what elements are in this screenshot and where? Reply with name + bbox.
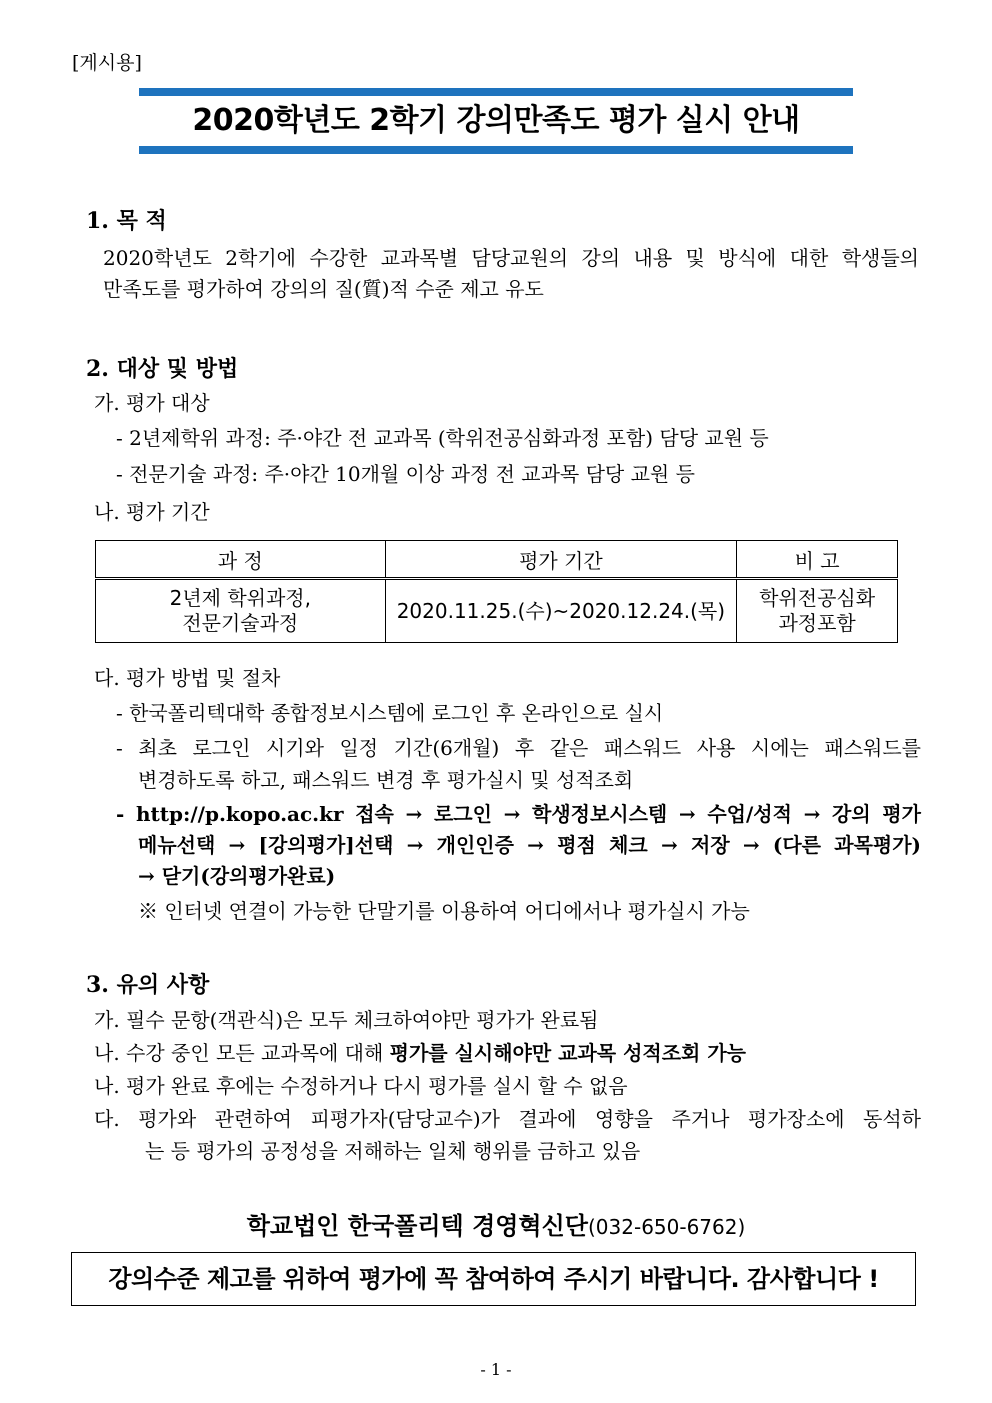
title-banner <box>139 88 853 154</box>
section2-c-item3-line3: → 닫기(강의평가완료) <box>138 864 336 888</box>
thanks-box: 강의수준 제고를 위하여 평가에 꼭 참여하여 주시기 바랍니다. 감사합니다 ! <box>71 1252 916 1306</box>
organization-name: 학교법인 한국폴리텍 경영혁신단 <box>246 1212 588 1240</box>
page-number: - 1 - <box>480 1360 512 1379</box>
section2-c-note: ※ 인터넷 연결이 가능한 단말기를 이용하여 어디에서나 평가실시 가능 <box>138 899 750 923</box>
page-title: 2020학년도 2학기 강의만족도 평가 실시 안내 <box>192 103 800 138</box>
section3-item2 <box>94 1037 746 1066</box>
title-bar-top <box>139 88 853 96</box>
section1-line2: 만족도를 평가하여 강의의 질(質)적 수준 제고 유도 <box>103 277 544 301</box>
evaluation-period-table <box>95 540 898 643</box>
table-cell-note <box>737 579 898 643</box>
organization-line <box>0 1206 992 1241</box>
table-cell-course <box>96 579 386 643</box>
note-line1: 학위전공심화 <box>759 586 876 610</box>
section2-a-item2: - 전문기술 과정: 주·야간 10개월 이상 과정 전 교과목 담당 교원 등 <box>116 462 695 486</box>
course-line1: 2년제 학위과정, <box>169 586 311 610</box>
section2-c-item3-line2: 메뉴선택 → [강의평가]선택 → 개인인증 → 평점 체크 → 저장 → (다른 과목평가) <box>138 833 921 857</box>
title-bar-bottom <box>139 146 853 154</box>
table-header-row <box>96 541 898 579</box>
section3-item3: 나. 평가 완료 후에는 수정하거나 다시 평가를 실시 할 수 없음 <box>94 1074 628 1098</box>
section3-item2-emphasis: 평가를 실시해야만 교과목 성적조회 가능 <box>389 1041 746 1065</box>
section1-heading: 1. 목 적 <box>86 208 167 234</box>
table-header-course: 과 정 <box>96 541 386 579</box>
section2-heading: 2. 대상 및 방법 <box>86 356 239 382</box>
section2-c-item1: - 한국폴리텍대학 종합정보시스템에 로그인 후 온라인으로 실시 <box>116 701 664 725</box>
section3-item1: 가. 필수 문항(객관식)은 모두 체크하여야만 평가가 완료됨 <box>94 1008 599 1032</box>
course-line2: 전문기술과정 <box>182 611 299 635</box>
table-header-period: 평가 기간 <box>385 541 737 579</box>
section3-heading: 3. 유의 사항 <box>86 972 210 998</box>
section2-c-item3-line1: - http://p.kopo.ac.kr 접속 → 로그인 → 학생정보시스템 → 수업/성적 → 강의 평가 <box>116 802 921 826</box>
organization-phone: (032-650-6762) <box>588 1215 746 1239</box>
section1-line1: 2020학년도 2학기에 수강한 교과목별 담당교원의 강의 내용 및 방식에 대한 학생들의 <box>103 246 919 270</box>
section3-item4-line2: 는 등 평가의 공정성을 저해하는 일체 행위를 금하고 있음 <box>145 1139 641 1163</box>
table-cell-period: 2020.11.25.(수)~2020.12.24.(목) <box>385 579 737 643</box>
section2-a-label: 가. 평가 대상 <box>94 391 210 415</box>
posting-tag: [게시용] <box>72 52 142 74</box>
table-header-note: 비 고 <box>737 541 898 579</box>
section2-c-item2-line2: 변경하도록 하고, 패스워드 변경 후 평가실시 및 성적조회 <box>138 768 634 792</box>
section3-item2-text: 나. 수강 중인 모든 교과목에 대해 <box>94 1041 390 1065</box>
section2-c-item2-line1: - 최초 로그인 시기와 일정 기간(6개월) 후 같은 패스워드 사용 시에는 패스워드를 <box>116 736 921 760</box>
section2-b-label: 나. 평가 기간 <box>94 500 210 524</box>
section2-a-item1: - 2년제학위 과정: 주·야간 전 교과목 (학위전공심화과정 포함) 담당 교원 등 <box>116 426 769 450</box>
section2-c-label: 다. 평가 방법 및 절차 <box>94 666 281 690</box>
note-line2: 과정포함 <box>778 611 856 635</box>
table-row <box>96 579 898 643</box>
section3-item4-line1: 다. 평가와 관련하여 피평가자(담당교수)가 결과에 영향을 주거나 평가장소에 동석하 <box>94 1107 921 1131</box>
